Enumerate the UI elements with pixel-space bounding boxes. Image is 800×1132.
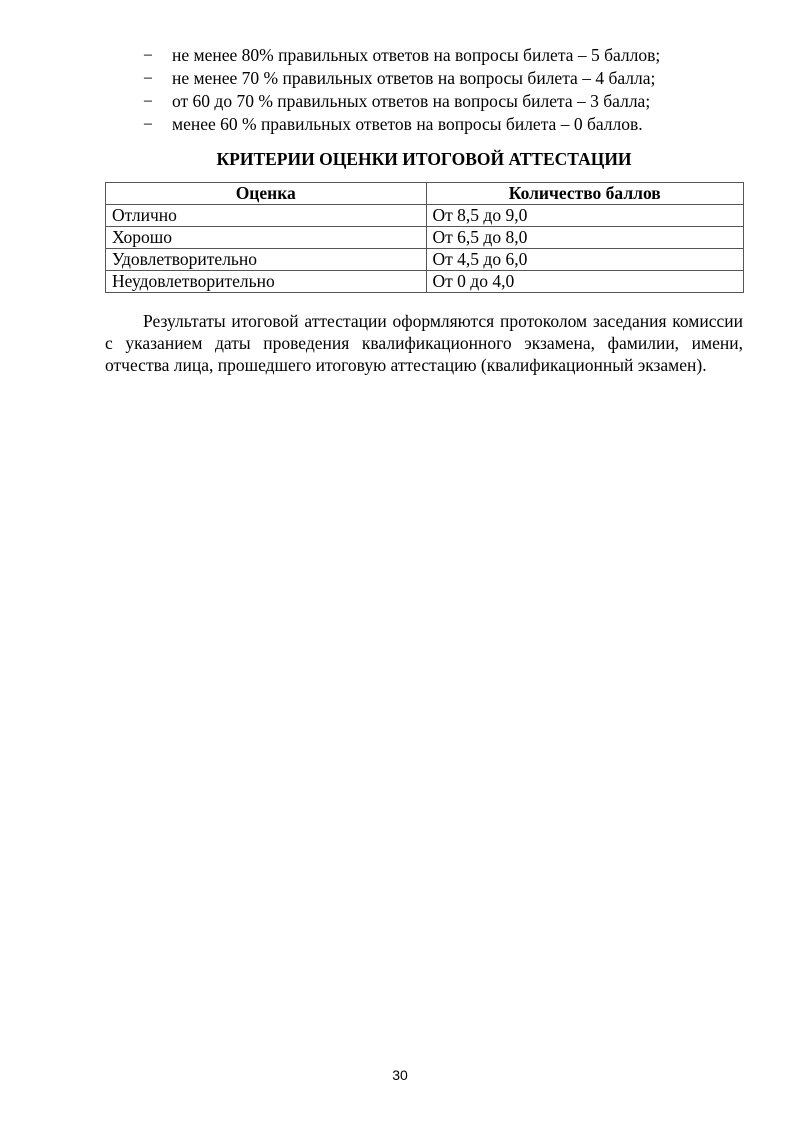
list-item-text: не менее 70 % правильных ответов на вопросы билета – 4 балла; <box>172 68 656 88</box>
list-item-text: не менее 80% правильных ответов на вопросы билета – 5 баллов; <box>172 45 661 65</box>
grading-table <box>105 182 744 293</box>
grade-cell: Неудовлетворительно <box>106 271 427 293</box>
dash-marker: − <box>143 45 153 65</box>
list-item <box>143 44 763 67</box>
points-cell: От 6,5 до 8,0 <box>426 227 744 249</box>
table-row <box>106 271 744 293</box>
table-row <box>106 227 744 249</box>
column-header-points: Количество баллов <box>426 183 744 205</box>
list-item <box>143 113 763 136</box>
table-header-row <box>106 183 744 205</box>
points-cell: От 4,5 до 6,0 <box>426 249 744 271</box>
page-number: 30 <box>392 1067 408 1083</box>
dash-marker: − <box>143 91 153 111</box>
grade-cell: Отлично <box>106 205 427 227</box>
list-item <box>143 90 763 113</box>
column-header-grade: Оценка <box>106 183 427 205</box>
criteria-list <box>143 44 763 136</box>
list-item-text: менее 60 % правильных ответов на вопросы билета – 0 баллов. <box>172 114 643 134</box>
points-cell: От 0 до 4,0 <box>426 271 744 293</box>
results-paragraph: Результаты итоговой аттестации оформляются протоколом заседания комиссии с указанием даты проведения квалификационного экзамена, фамилии, имени, отчества лица, прошедшего итоговую аттестацию (квалификационный экзамен). <box>105 311 743 375</box>
dash-marker: − <box>143 68 153 88</box>
table-row <box>106 205 744 227</box>
table-row <box>106 249 744 271</box>
grade-cell: Удовлетворительно <box>106 249 427 271</box>
section-heading: КРИТЕРИИ ОЦЕНКИ ИТОГОВОЙ АТТЕСТАЦИИ <box>216 149 632 169</box>
list-item-text: от 60 до 70 % правильных ответов на вопросы билета – 3 балла; <box>172 91 651 111</box>
dash-marker: − <box>143 114 153 134</box>
grade-cell: Хорошо <box>106 227 427 249</box>
list-item <box>143 67 763 90</box>
points-cell: От 8,5 до 9,0 <box>426 205 744 227</box>
